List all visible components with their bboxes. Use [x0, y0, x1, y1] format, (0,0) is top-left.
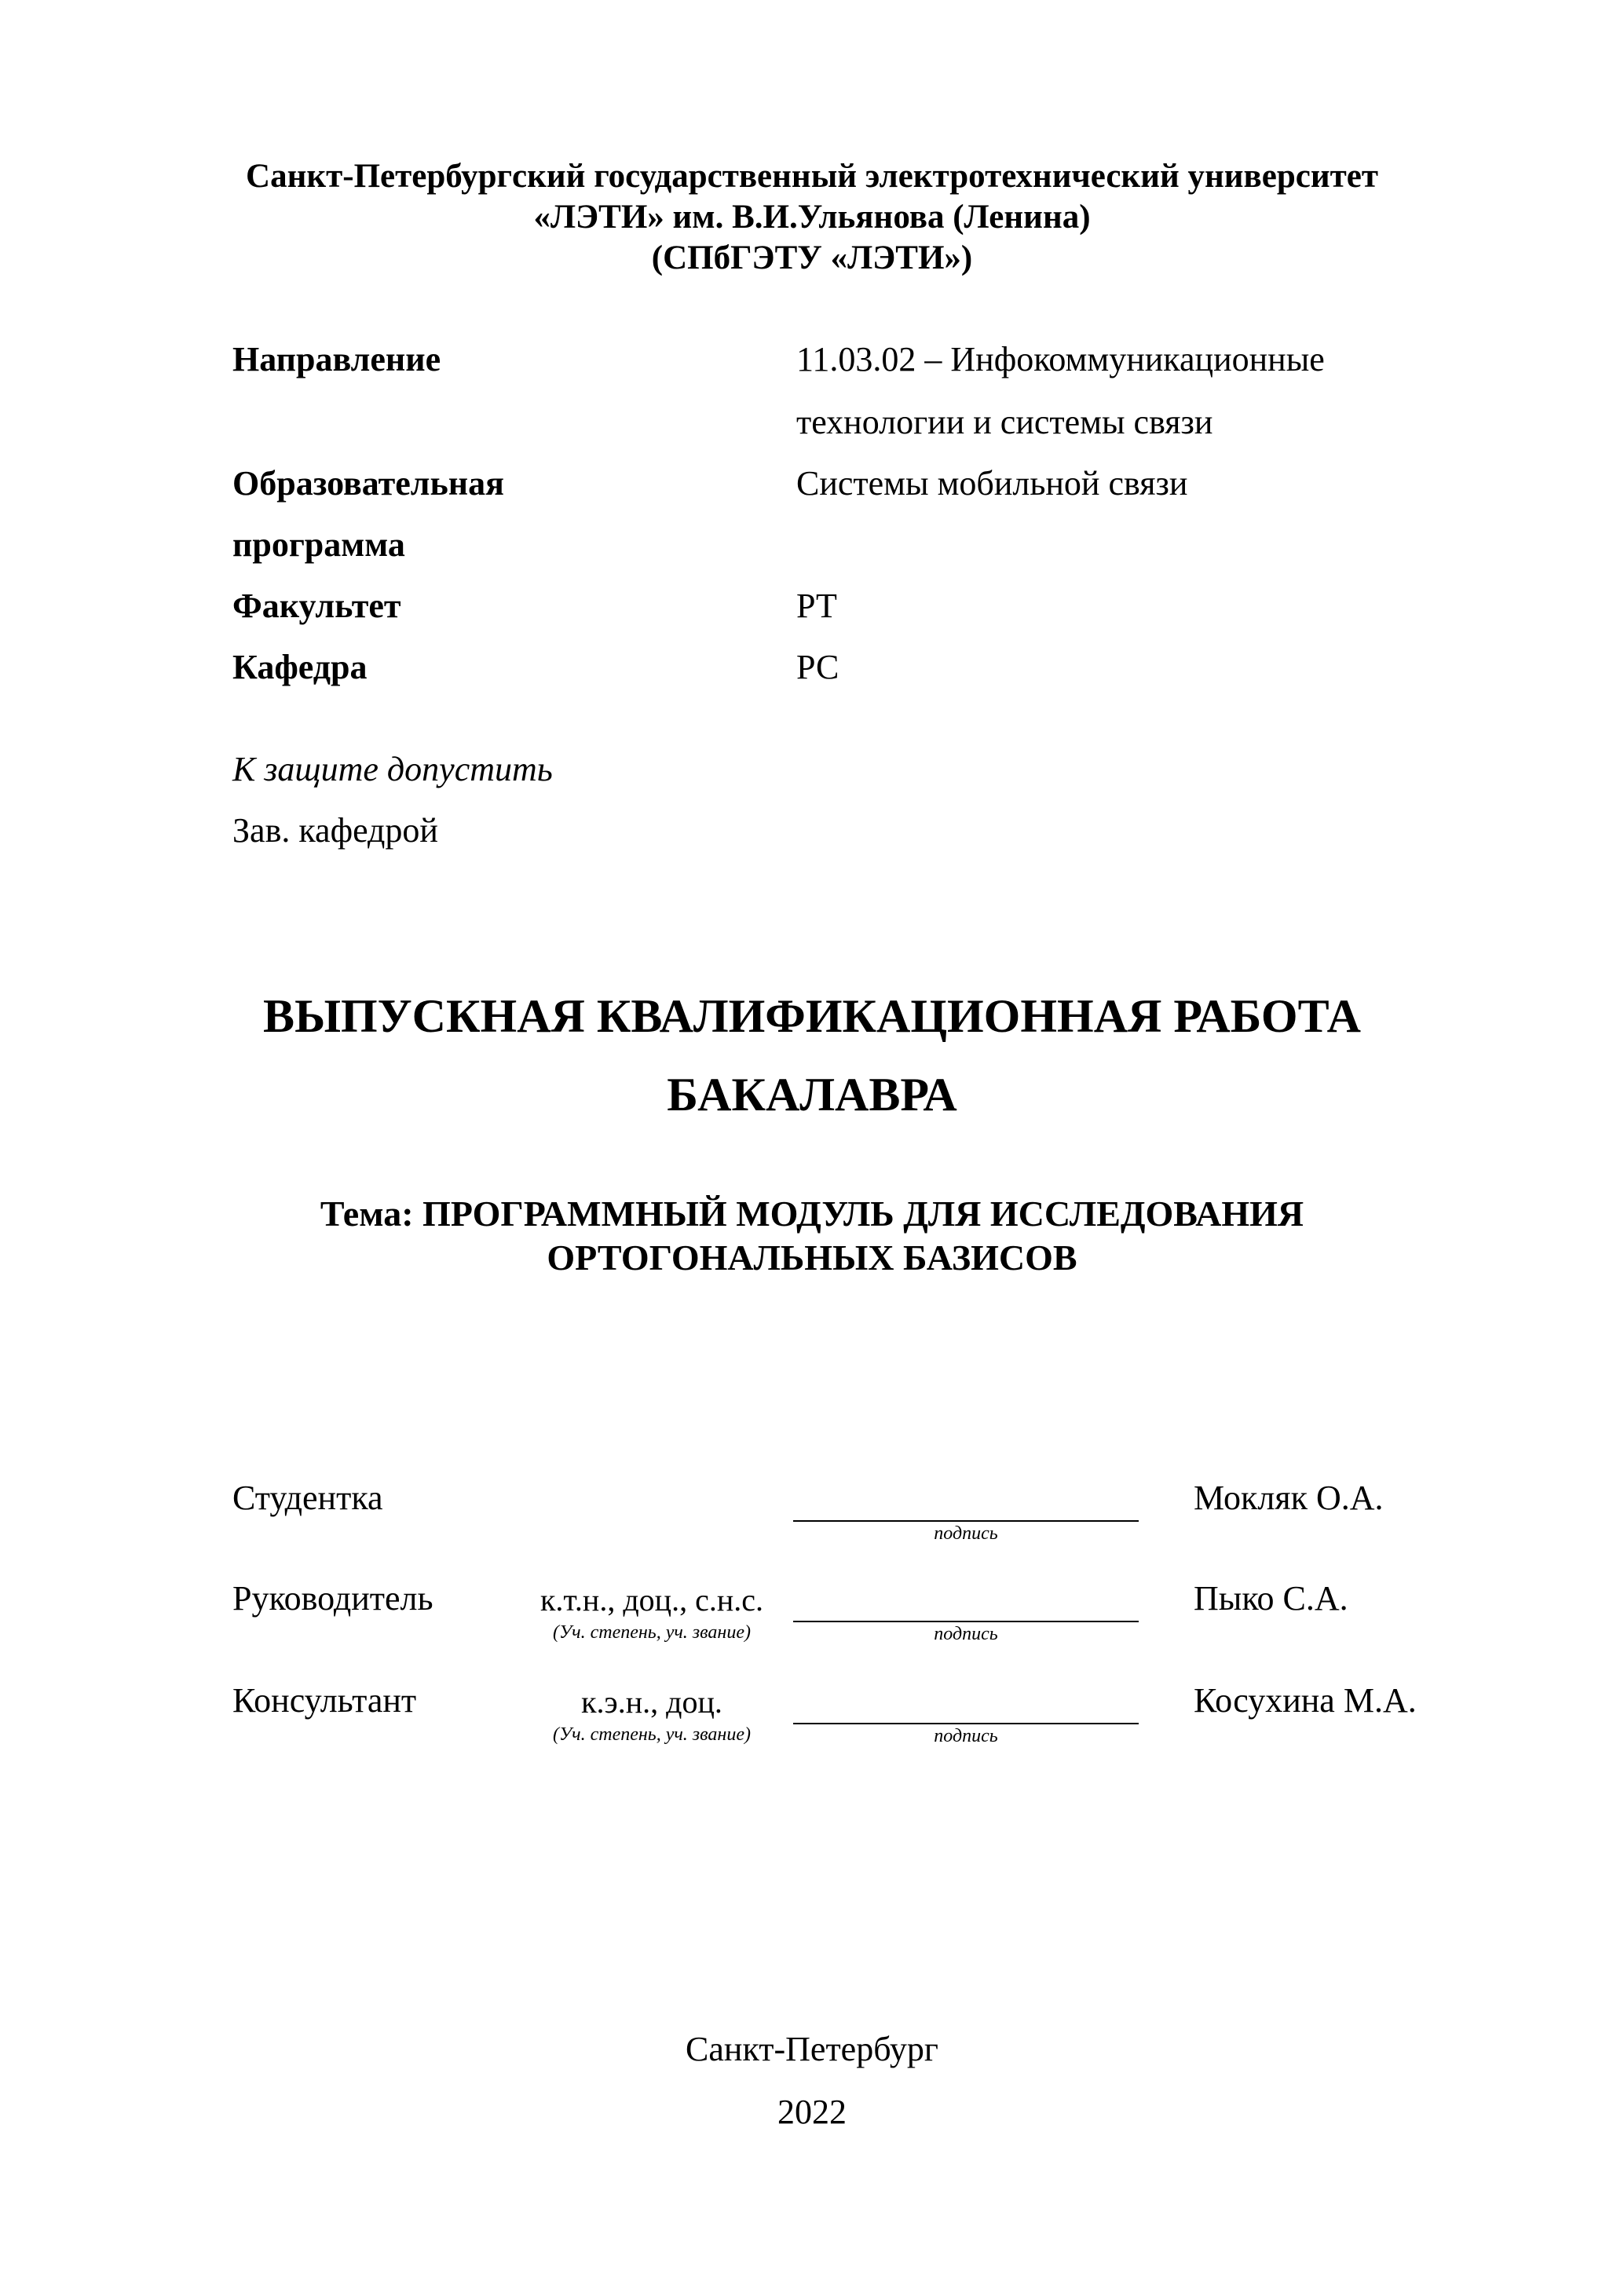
program-label-line2: программа	[232, 525, 405, 564]
student-signature-caption: подпись	[934, 1523, 998, 1544]
work-title-line1: ВЫПУСКНАЯ КВАЛИФИКАЦИОННАЯ РАБОТА	[263, 990, 1361, 1042]
university-abbreviation: (СПбГЭТУ «ЛЭТИ»)	[651, 239, 973, 276]
university-short-name: «ЛЭТИ» им. В.И.Ульянова (Ленина)	[533, 199, 1091, 236]
consultant-name: Косухина М.А.	[1194, 1681, 1417, 1720]
department-label: Кафедра	[232, 648, 368, 686]
faculty-value: РТ	[796, 587, 837, 625]
consultant-role: Консультант	[232, 1681, 417, 1720]
consultant-signature-caption: подпись	[934, 1726, 998, 1746]
consultant-degree-caption: (Уч. степень, уч. звание)	[553, 1724, 751, 1745]
department-value: РС	[796, 648, 839, 686]
faculty-label: Факультет	[232, 587, 401, 625]
supervisor-degree-caption: (Уч. степень, уч. звание)	[553, 1622, 751, 1643]
city: Санкт-Петербург	[686, 2030, 938, 2068]
consultant-degree: к.э.н., доц.	[581, 1684, 722, 1720]
topic-line2: ОРТОГОНАЛЬНЫХ БАЗИСОВ	[547, 1238, 1077, 1278]
supervisor-name: Пыко С.А.	[1194, 1579, 1348, 1618]
topic-line1: Тема: ПРОГРАММНЫЙ МОДУЛЬ ДЛЯ ИССЛЕДОВАНИЯ	[320, 1194, 1304, 1234]
head-of-department: Зав. кафедрой	[232, 811, 438, 850]
supervisor-role: Руководитель	[232, 1579, 433, 1618]
program-value: Системы мобильной связи	[796, 464, 1188, 503]
student-signature-line	[793, 1520, 1139, 1522]
supervisor-signature-line	[793, 1621, 1139, 1622]
consultant-signature-line	[793, 1723, 1139, 1724]
direction-value-line1: 11.03.02 – Инфокоммуникационные	[796, 340, 1325, 378]
program-label-line1: Образовательная	[232, 464, 504, 503]
university-name: Санкт-Петербургский государственный электротехнический университет	[246, 158, 1378, 195]
year: 2022	[777, 2093, 847, 2131]
supervisor-signature-caption: подпись	[934, 1624, 998, 1644]
direction-value-line2: технологии и системы связи	[796, 403, 1213, 441]
supervisor-degree: к.т.н., доц., с.н.с.	[540, 1582, 763, 1618]
student-role: Студентка	[232, 1479, 383, 1517]
admit-to-defense: К защите допустить	[232, 750, 553, 788]
direction-label: Направление	[232, 340, 441, 378]
work-title-line2: БАКАЛАВРА	[667, 1069, 957, 1121]
student-name: Мокляк О.А.	[1194, 1479, 1384, 1517]
